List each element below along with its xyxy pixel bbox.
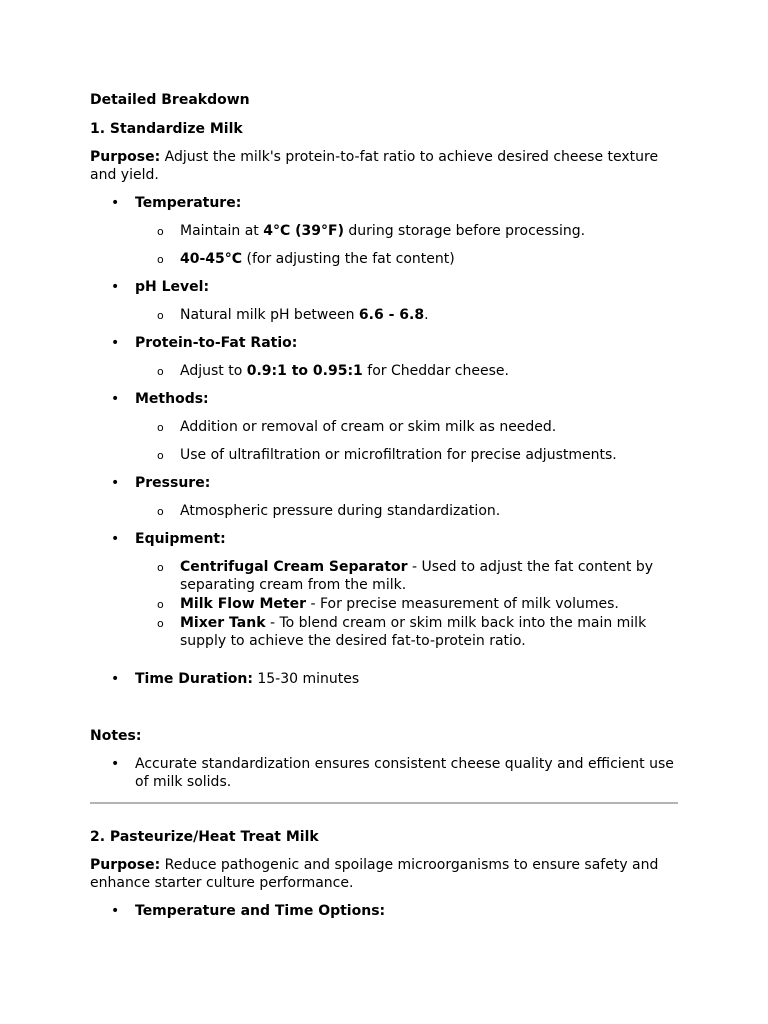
- list-item-pressure: [135, 474, 680, 520]
- equipment-name: Centrifugal Cream Separator: [180, 559, 408, 575]
- options-label: Temperature and Time Options:: [135, 903, 386, 919]
- pressure-sublist: [135, 502, 680, 520]
- temperature-sublist: [135, 222, 680, 268]
- text: Natural milk pH between: [180, 307, 359, 323]
- list-item-ph: [135, 278, 680, 324]
- equipment-label: Equipment:: [135, 531, 226, 547]
- section-2-list: [90, 902, 680, 920]
- notes-list: [90, 755, 680, 791]
- list-item-temperature: [135, 194, 680, 268]
- text: (for adjusting the fat content): [242, 251, 455, 267]
- equipment-name: Milk Flow Meter: [180, 596, 307, 612]
- ph-label: pH Level:: [135, 279, 210, 295]
- list-item: [180, 595, 680, 613]
- ph-sublist: [135, 306, 680, 324]
- list-item-methods: [135, 390, 680, 464]
- equipment-name: Mixer Tank: [180, 615, 266, 631]
- list-item: [180, 362, 680, 380]
- document-title: Detailed Breakdown: [90, 92, 250, 108]
- temperature-label: Temperature:: [135, 195, 242, 211]
- text: during storage before processing.: [343, 223, 586, 239]
- text: - For precise measurement of milk volumes.: [306, 596, 619, 612]
- section-2-heading: 2. Pasteurize/Heat Treat Milk: [90, 829, 319, 845]
- methods-label: Methods:: [135, 391, 209, 407]
- methods-sublist: [135, 418, 680, 464]
- value: 6.6 - 6.8: [358, 307, 425, 323]
- equipment-sublist: [135, 558, 680, 650]
- list-item: [180, 250, 680, 268]
- list-item: o Addition or removal of cream or skim milk as needed.: [180, 418, 680, 436]
- purpose-label: Purpose:: [90, 857, 161, 873]
- section-1-purpose: [90, 148, 680, 184]
- value: 0.9:1 to 0.95:1: [246, 363, 363, 379]
- text: for Cheddar cheese.: [362, 363, 509, 379]
- purpose-text: Adjust the milk's protein-to-fat ratio to achieve desired cheese texture and yield.: [90, 149, 659, 183]
- purpose-label: Purpose:: [90, 149, 161, 165]
- text: Adjust to: [180, 363, 247, 379]
- list-item: • Accurate standardization ensures consistent cheese quality and efficient use of milk solids.: [135, 755, 680, 791]
- spacer: [90, 698, 680, 727]
- list-item: o Use of ultrafiltration or microfiltration for precise adjustments.: [180, 446, 680, 464]
- time-label: Time Duration:: [135, 671, 253, 687]
- section-1-list: [90, 194, 680, 688]
- list-item: [180, 222, 680, 240]
- list-item-time-duration: [135, 670, 680, 688]
- value: 40-45°C: [180, 251, 243, 267]
- text: - To blend cream or skim milk back into the main milk supply to achieve the desired fat-to-protein ratio.: [180, 615, 647, 649]
- list-item: [180, 558, 680, 594]
- ratio-label: Protein-to-Fat Ratio:: [135, 335, 298, 351]
- list-item: [180, 306, 680, 324]
- list-item-equipment: [135, 530, 680, 660]
- list-item: [180, 614, 680, 650]
- value: 4°C (39°F): [263, 223, 344, 239]
- section-2-purpose: [90, 856, 680, 892]
- ratio-sublist: [135, 362, 680, 380]
- pressure-label: Pressure:: [135, 475, 211, 491]
- time-value: 15-30 minutes: [252, 671, 360, 687]
- list-item-temp-time-options: [135, 902, 680, 920]
- notes-heading: Notes:: [90, 728, 142, 744]
- text: - Used to adjust the fat content by separating cream from the milk.: [180, 559, 654, 593]
- list-item: o Atmospheric pressure during standardization.: [180, 502, 680, 520]
- text: .: [424, 307, 429, 323]
- section-divider: [90, 802, 678, 804]
- document-page: [90, 91, 680, 930]
- section-1-heading: 1. Standardize Milk: [90, 121, 243, 137]
- list-item-ratio: [135, 334, 680, 380]
- purpose-text: Reduce pathogenic and spoilage microorganisms to ensure safety and enhance starter culture performance.: [90, 857, 659, 891]
- text: Maintain at: [180, 223, 264, 239]
